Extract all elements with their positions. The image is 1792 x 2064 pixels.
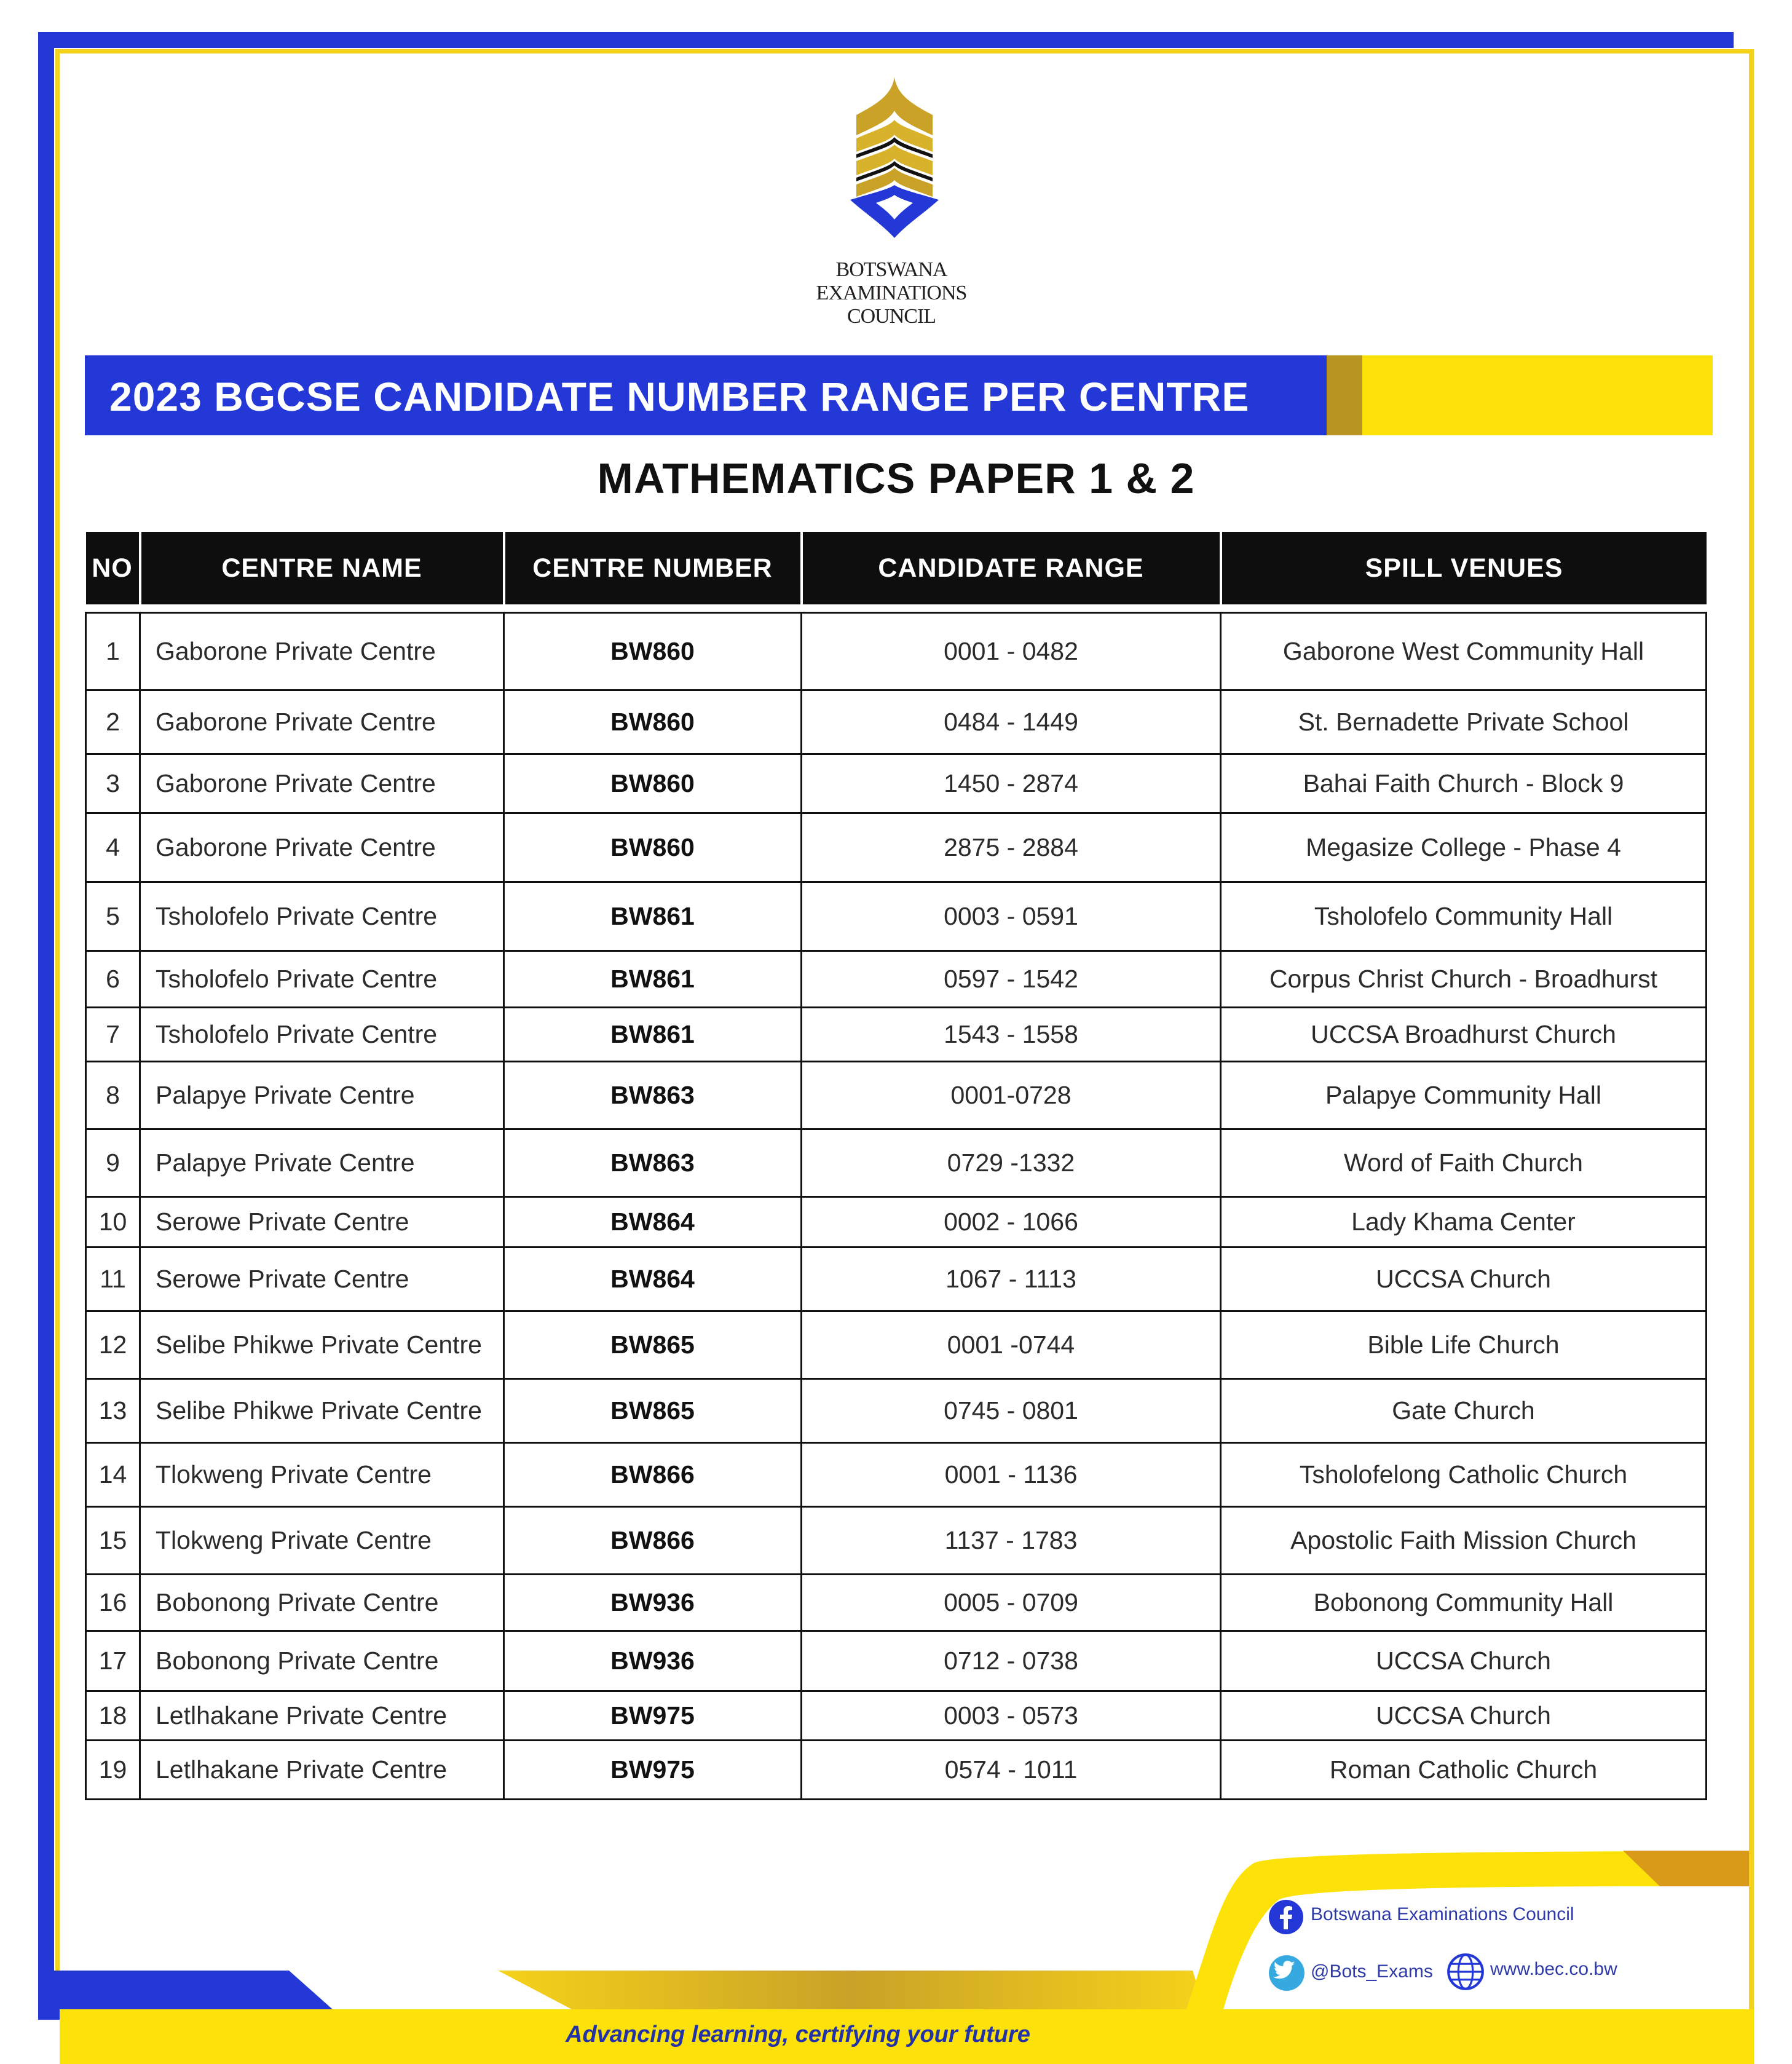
- column-header-no: NO: [86, 532, 140, 604]
- cell-no: 1: [86, 613, 140, 690]
- cell-candidate-range: 2875 - 2884: [802, 813, 1221, 882]
- cell-spill-venue: Lady Khama Center: [1221, 1197, 1707, 1247]
- tagline: Advancing learning, certifying your future: [566, 2022, 1030, 2047]
- cell-spill-venue: Bahai Faith Church - Block 9: [1221, 754, 1707, 813]
- cell-spill-venue: UCCSA Church: [1221, 1691, 1707, 1741]
- cell-centre-number: BW865: [504, 1311, 802, 1379]
- cell-spill-venue: Gaborone West Community Hall: [1221, 613, 1707, 690]
- cell-candidate-range: 0597 - 1542: [802, 951, 1221, 1008]
- cell-centre-name: Tsholofelo Private Centre: [140, 1008, 504, 1062]
- cell-centre-name: Bobonong Private Centre: [140, 1575, 504, 1631]
- org-name-line: EXAMINATIONS: [816, 282, 967, 304]
- facebook-icon[interactable]: [1268, 1899, 1305, 1935]
- cell-spill-venue: Corpus Christ Church - Broadhurst: [1221, 951, 1707, 1008]
- banner-title: 2023 BGCSE CANDIDATE NUMBER RANGE PER CENTRE: [109, 374, 1250, 419]
- cell-centre-name: Palapye Private Centre: [140, 1062, 504, 1129]
- cell-no: 5: [86, 882, 140, 951]
- cell-spill-venue: Tsholofelong Catholic Church: [1221, 1443, 1707, 1507]
- cell-candidate-range: 0002 - 1066: [802, 1197, 1221, 1247]
- cell-centre-number: BW936: [504, 1631, 802, 1691]
- cell-no: 16: [86, 1575, 140, 1631]
- cell-centre-name: Tlokweng Private Centre: [140, 1507, 504, 1575]
- cell-candidate-range: 0729 -1332: [802, 1129, 1221, 1197]
- cell-candidate-range: 1450 - 2874: [802, 754, 1221, 813]
- cell-centre-name: Selibe Phikwe Private Centre: [140, 1311, 504, 1379]
- cell-no: 4: [86, 813, 140, 882]
- cell-no: 13: [86, 1379, 140, 1443]
- column-header-spill-venues: SPILL VENUES: [1221, 532, 1707, 604]
- cell-centre-name: Tlokweng Private Centre: [140, 1443, 504, 1507]
- org-name-line: COUNCIL: [847, 305, 936, 328]
- twitter-icon[interactable]: [1268, 1954, 1306, 1992]
- cell-no: 6: [86, 951, 140, 1008]
- cell-centre-name: Selibe Phikwe Private Centre: [140, 1379, 504, 1443]
- cell-candidate-range: 0001 -0744: [802, 1311, 1221, 1379]
- cell-no: 18: [86, 1691, 140, 1741]
- cell-candidate-range: 0484 - 1449: [802, 690, 1221, 754]
- facebook-label[interactable]: Botswana Examinations Council: [1311, 1904, 1574, 1924]
- cell-centre-name: Bobonong Private Centre: [140, 1631, 504, 1691]
- cell-no: 12: [86, 1311, 140, 1379]
- cell-candidate-range: 0712 - 0738: [802, 1631, 1221, 1691]
- cell-candidate-range: 0574 - 1011: [802, 1741, 1221, 1800]
- org-name-line: BOTSWANA: [835, 258, 947, 281]
- cell-centre-number: BW860: [504, 754, 802, 813]
- cell-centre-number: BW860: [504, 813, 802, 882]
- cell-centre-number: BW936: [504, 1575, 802, 1631]
- globe-icon[interactable]: [1446, 1952, 1485, 1991]
- cell-centre-number: BW975: [504, 1691, 802, 1741]
- column-header-centre-number: CENTRE NUMBER: [504, 532, 802, 604]
- cell-centre-name: Gaborone Private Centre: [140, 754, 504, 813]
- cell-centre-number: BW861: [504, 951, 802, 1008]
- cell-candidate-range: 0001-0728: [802, 1062, 1221, 1129]
- cell-centre-name: Serowe Private Centre: [140, 1247, 504, 1311]
- cell-centre-number: BW861: [504, 882, 802, 951]
- subject-title: MATHEMATICS PAPER 1 & 2: [597, 454, 1195, 502]
- cell-spill-venue: UCCSA Broadhurst Church: [1221, 1008, 1707, 1062]
- cell-centre-number: BW866: [504, 1507, 802, 1575]
- cell-centre-number: BW864: [504, 1197, 802, 1247]
- cell-no: 10: [86, 1197, 140, 1247]
- cell-spill-venue: UCCSA Church: [1221, 1247, 1707, 1311]
- cell-centre-number: BW863: [504, 1129, 802, 1197]
- cell-spill-venue: Gate Church: [1221, 1379, 1707, 1443]
- cell-spill-venue: Bible Life Church: [1221, 1311, 1707, 1379]
- cell-no: 17: [86, 1631, 140, 1691]
- cell-centre-number: BW866: [504, 1443, 802, 1507]
- column-header-candidate-range: CANDIDATE RANGE: [802, 532, 1221, 604]
- cell-centre-name: Gaborone Private Centre: [140, 690, 504, 754]
- twitter-handle[interactable]: @Bots_Exams: [1311, 1961, 1433, 1982]
- cell-spill-venue: Tsholofelo Community Hall: [1221, 882, 1707, 951]
- cell-spill-venue: Roman Catholic Church: [1221, 1741, 1707, 1800]
- cell-spill-venue: Megasize College - Phase 4: [1221, 813, 1707, 882]
- cell-centre-name: Tsholofelo Private Centre: [140, 882, 504, 951]
- cell-centre-name: Letlhakane Private Centre: [140, 1691, 504, 1741]
- cell-candidate-range: 0001 - 0482: [802, 613, 1221, 690]
- cell-no: 8: [86, 1062, 140, 1129]
- cell-spill-venue: Word of Faith Church: [1221, 1129, 1707, 1197]
- cell-spill-venue: UCCSA Church: [1221, 1631, 1707, 1691]
- cell-centre-name: Letlhakane Private Centre: [140, 1741, 504, 1800]
- cell-centre-name: Palapye Private Centre: [140, 1129, 504, 1197]
- cell-centre-name: Gaborone Private Centre: [140, 813, 504, 882]
- cell-no: 7: [86, 1008, 140, 1062]
- cell-spill-venue: Bobonong Community Hall: [1221, 1575, 1707, 1631]
- cell-no: 15: [86, 1507, 140, 1575]
- website-link[interactable]: www.bec.co.bw: [1490, 1959, 1617, 1979]
- cell-centre-name: Tsholofelo Private Centre: [140, 951, 504, 1008]
- cell-no: 3: [86, 754, 140, 813]
- cell-centre-number: BW975: [504, 1741, 802, 1800]
- cell-candidate-range: 0003 - 0573: [802, 1691, 1221, 1741]
- cell-no: 2: [86, 690, 140, 754]
- cell-centre-number: BW864: [504, 1247, 802, 1311]
- cell-candidate-range: 0005 - 0709: [802, 1575, 1221, 1631]
- cell-candidate-range: 0745 - 0801: [802, 1379, 1221, 1443]
- cell-no: 14: [86, 1443, 140, 1507]
- cell-centre-name: Serowe Private Centre: [140, 1197, 504, 1247]
- cell-no: 11: [86, 1247, 140, 1311]
- cell-centre-name: Gaborone Private Centre: [140, 613, 504, 690]
- cell-spill-venue: St. Bernadette Private School: [1221, 690, 1707, 754]
- cell-candidate-range: 0003 - 0591: [802, 882, 1221, 951]
- footer-gold-ribbon: [498, 1971, 1205, 2009]
- column-header-centre-name: CENTRE NAME: [140, 532, 504, 604]
- cell-spill-venue: Palapye Community Hall: [1221, 1062, 1707, 1129]
- cell-no: 9: [86, 1129, 140, 1197]
- cell-candidate-range: 1543 - 1558: [802, 1008, 1221, 1062]
- cell-centre-number: BW861: [504, 1008, 802, 1062]
- cell-spill-venue: Apostolic Faith Mission Church: [1221, 1507, 1707, 1575]
- cell-centre-number: BW860: [504, 690, 802, 754]
- cell-candidate-range: 1067 - 1113: [802, 1247, 1221, 1311]
- cell-no: 19: [86, 1741, 140, 1800]
- cell-centre-number: BW860: [504, 613, 802, 690]
- cell-candidate-range: 1137 - 1783: [802, 1507, 1221, 1575]
- cell-centre-number: BW865: [504, 1379, 802, 1443]
- cell-centre-number: BW863: [504, 1062, 802, 1129]
- cell-candidate-range: 0001 - 1136: [802, 1443, 1221, 1507]
